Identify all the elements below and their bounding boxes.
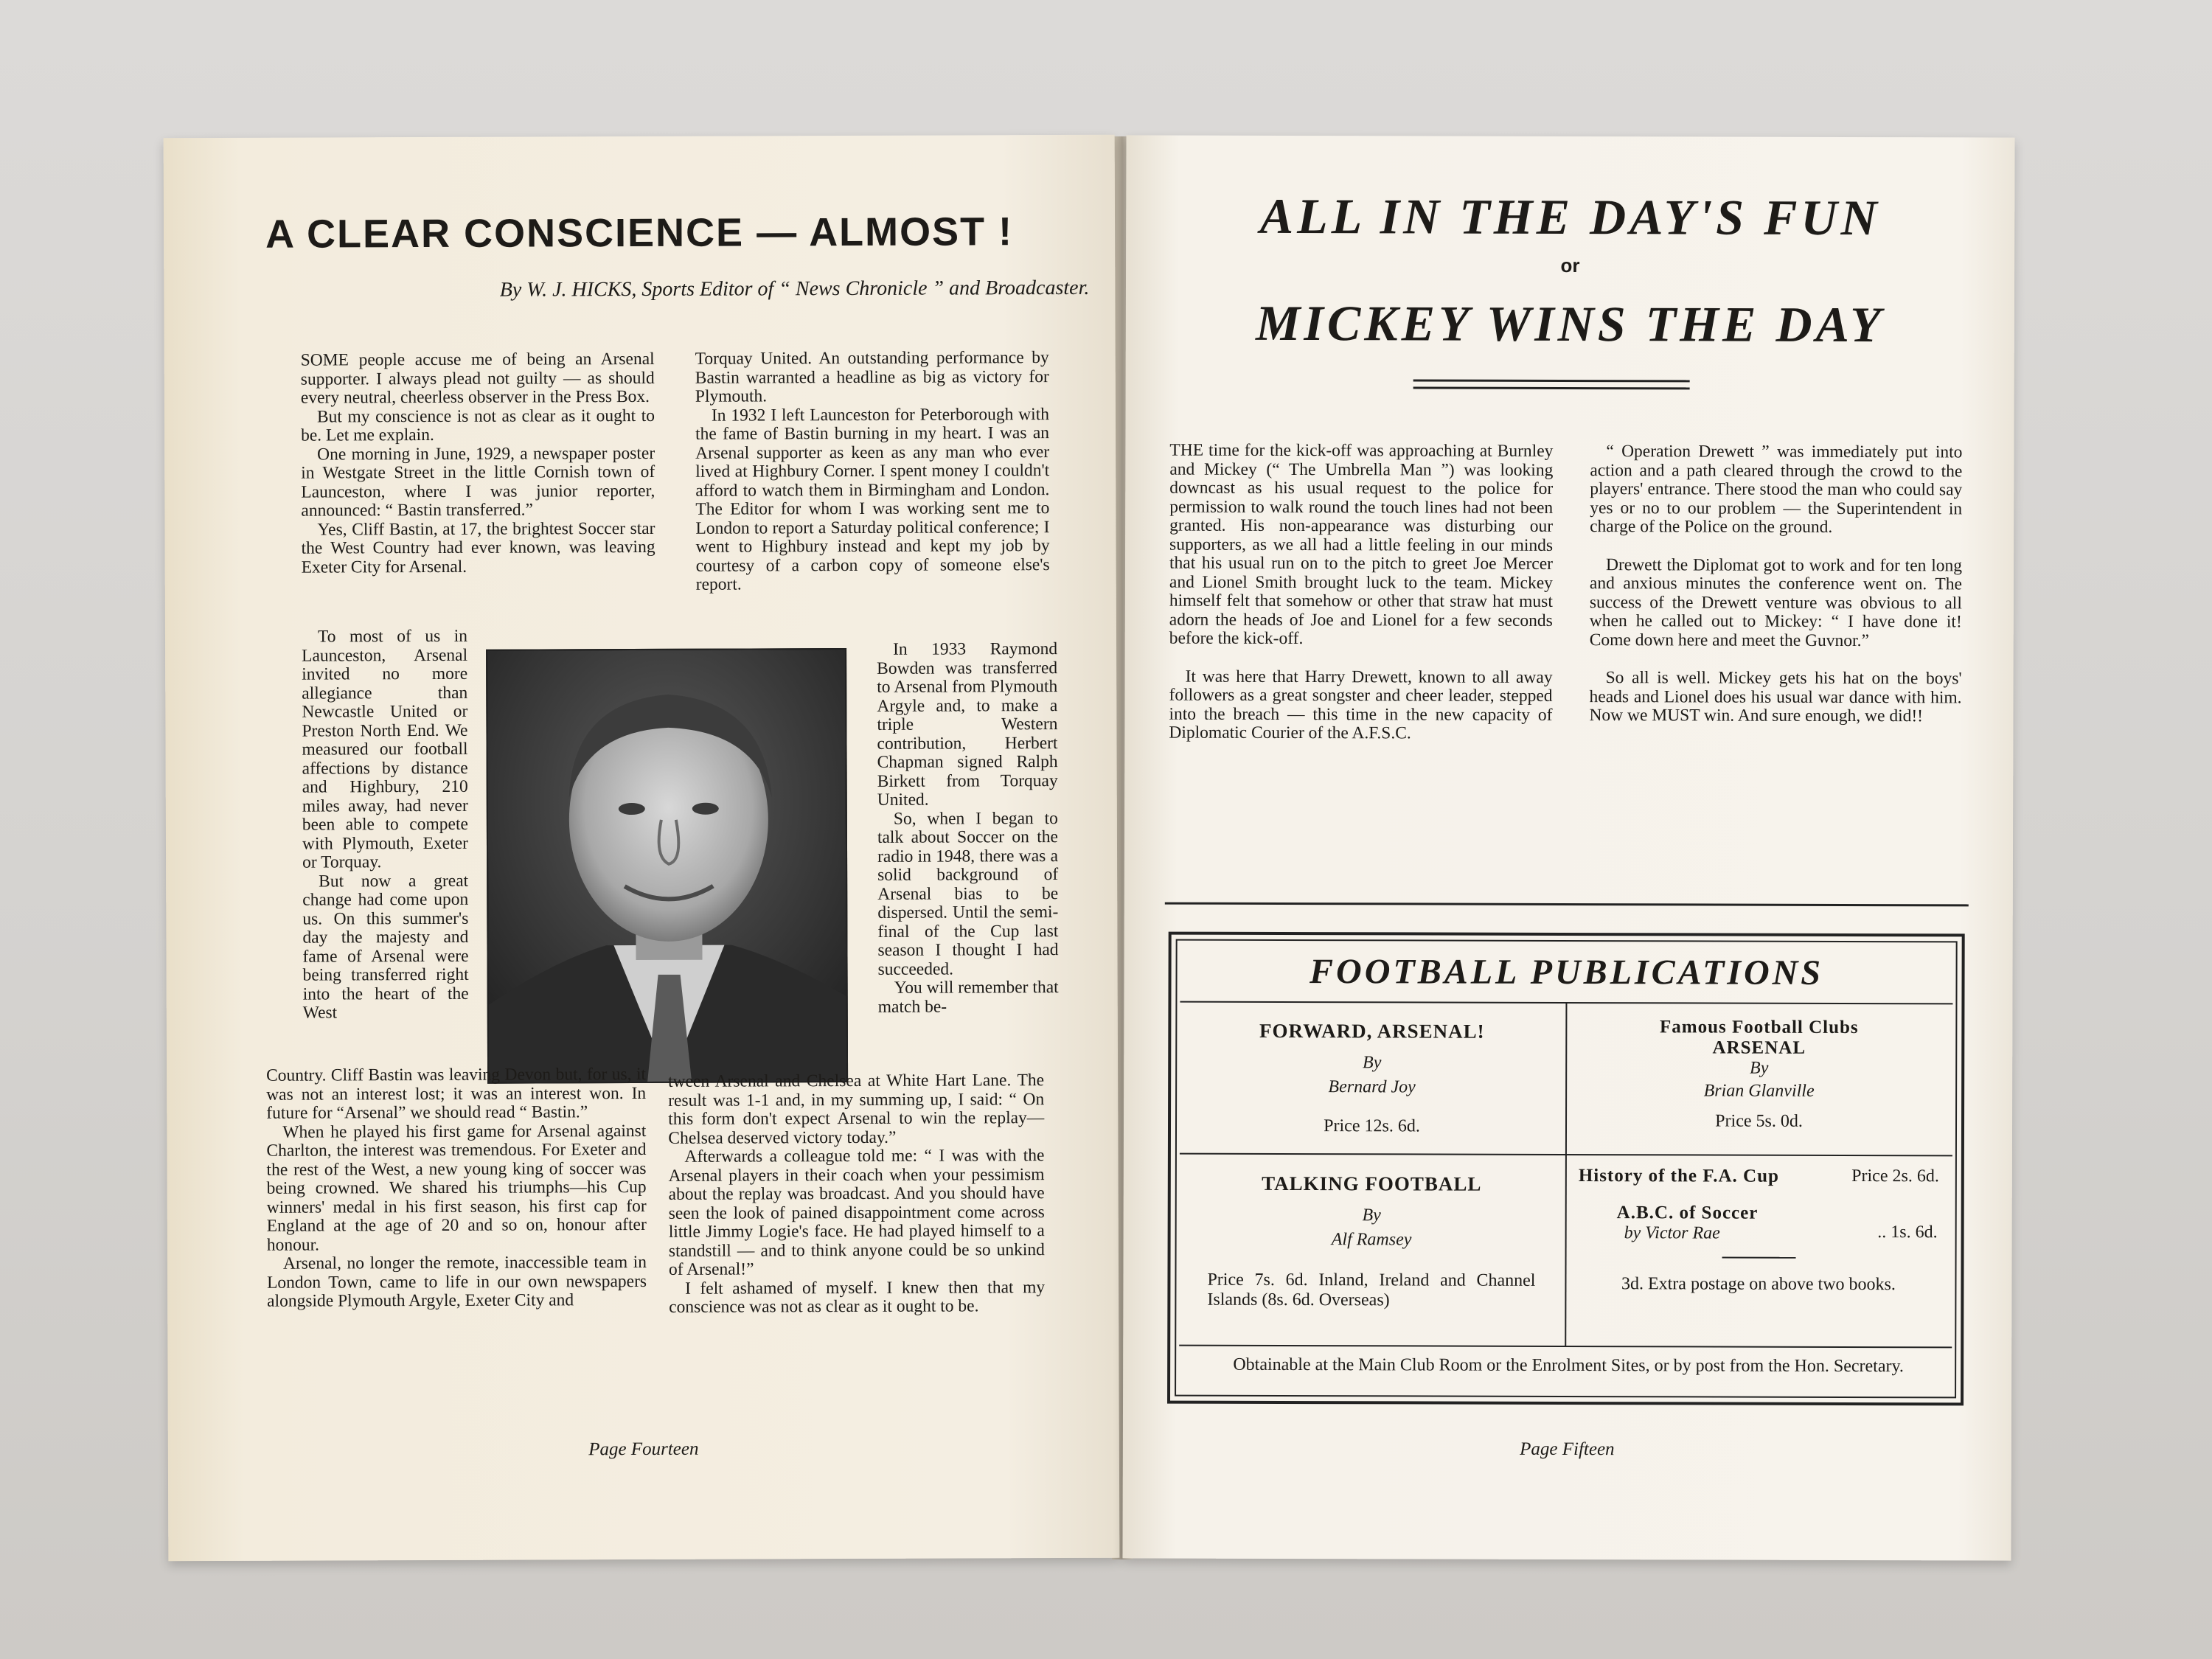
right-column-top: [695, 349, 1050, 594]
publication-by: By: [1362, 1206, 1381, 1225]
story-title-line1: ALL IN THE DAY'S FUN: [1259, 187, 1881, 246]
right-column-bottom: [668, 1071, 1045, 1317]
publication-price: Price 7s. 6d. Inland, Ireland and Channel Islands (8s. 6d. Overseas): [1207, 1270, 1536, 1310]
left-page: [164, 135, 1120, 1561]
paragraph: But now a great change had come upon us. On this summer's day the majesty and fame of Arsenal were being transferred right into the heart of the West: [302, 871, 469, 1023]
paragraph: It was here that Harry Drewett, known to all away followers as a great songster and cheer leader, stepped into the breach — this time in the new capacity of Diplomatic Courier of the A.F.S.C.: [1169, 667, 1553, 743]
portrait-image: [487, 650, 846, 1082]
paragraph: Torquay United. An outstanding performance by Bastin warranted a headline as big as victory for Plymouth.: [695, 348, 1049, 406]
portrait-photo: [486, 648, 848, 1084]
paragraph: Afterwards a colleague told me: “ I was with the Arsenal players in their coach when your pessimism about the replay was broadcast. And you should have seen the look of pained disappointment come across little Jimmy Logie's face. He had played himself to a standstill — and to think anyone could be so unkind of Arsenal!”: [668, 1146, 1045, 1279]
publication-price: Price 5s. 0d.: [1715, 1111, 1803, 1131]
left-column-bottom: [266, 1065, 647, 1311]
paragraph: THE time for the kick-off was approaching at Burnley and Mickey (“ The Umbrella Man ”) was looking downcast as his usual request to the police for permission to walk round the touch lines had not been granted. His non-appearance was disturbing our supporters, as we all had a little feeling in our minds that his usual run on to the pitch to greet Joe Mercer and Lionel Smith brought luck to the team. Mickey himself felt that somehow or other that straw hat must adorn the heads of Joe and Lionel for a few seconds before the kick-off.: [1169, 440, 1554, 649]
publication-by: By: [1750, 1058, 1769, 1078]
publication-author: Bernard Joy: [1328, 1077, 1416, 1097]
publication-talking-football: [1185, 1172, 1557, 1311]
publication-author: Alf Ramsey: [1331, 1230, 1412, 1250]
publication-fa-cup: [1573, 1166, 1945, 1187]
paragraph: Drewett the Diplomat got to work and for ten long and anxious minutes the conference went on. The success of the Drewett venture was obvious to all when he called out to Mickey: “ I have done it! Come down here and meet the Guvnor.”: [1589, 554, 1963, 650]
story-title-or: or: [1560, 254, 1580, 277]
paragraph: In 1933 Raymond Bowden was transferred to Arsenal from Plymouth Argyle and, to make a triple Western contribution, Herbert Chapman signed Ralph Birkett from Torquay United.: [877, 639, 1058, 810]
paragraph: But my conscience is not as clear as it ought to be. Let me explain.: [300, 406, 655, 445]
postage-note: 3d. Extra postage on above two books.: [1621, 1274, 1896, 1295]
publication-subtitle: ARSENAL: [1712, 1037, 1806, 1058]
publication-author: Brian Glanville: [1703, 1081, 1815, 1101]
paragraph: SOME people accuse me of being an Arsenal supporter. I always plead not guilty — as should every neutral, cheerless observer in the Press Box.: [300, 349, 655, 408]
publication-price: Price 2s. 6d.: [1851, 1166, 1939, 1186]
publication-title: TALKING FOOTBALL: [1262, 1172, 1482, 1195]
paragraph: Arsenal, no longer the remote, inaccessible team in London Town, came to life in our own newspapers alongside Plymouth Argyle, Exeter City and: [267, 1252, 647, 1311]
paragraph: Yes, Cliff Bastin, at 17, the brightest Soccer star the West Country had ever known, was leaving Exeter City for Arsenal.: [301, 518, 655, 577]
paragraph: So, when I began to talk about Soccer on the radio in 1948, there was a solid background of Arsenal bias to be dispersed. Until the semi-final of the Cup last season I thought I had succeeded.: [877, 808, 1059, 979]
left-column-narrow: [302, 627, 469, 1023]
publication-by: By: [1363, 1053, 1382, 1073]
publication-price: .. 1s. 6d.: [1877, 1222, 1938, 1242]
publications-title: FOOTBALL PUBLICATIONS: [1310, 952, 1824, 992]
paragraph: In 1932 I left Launceston for Peterborough with the fame of Bastin burning in my heart. I was an Arsenal supporter as keen as any man who ever lived at Highbury Corner. I spent money I couldn't afford to watch them in Birmingham and London. The Editor for whom I was working sent me to London to report a Saturday political conference; I went to Highbury instead and kept my job by courtesy of a carbon copy of someone else's report.: [695, 404, 1050, 594]
story-title-line2: MICKEY WINS THE DAY: [1255, 294, 1885, 353]
paragraph: tween Arsenal and Chelsea at White Hart Lane. The result was 1-1 and, in my summing up, I said: “ On this form don't expect Arsenal to win the replay—Chelsea deserved victory today.”: [668, 1071, 1045, 1148]
title-rule-bottom: [1413, 386, 1690, 389]
publication-title: History of the F.A. Cup: [1578, 1166, 1779, 1186]
publication-famous-clubs: [1573, 1017, 1945, 1132]
publication-title: FORWARD, ARSENAL!: [1259, 1019, 1485, 1043]
publications-box: [1167, 932, 1965, 1406]
publication-author: by Victor Rae: [1624, 1223, 1720, 1243]
paragraph: I felt ashamed of myself. I knew then that my conscience was not as clear as it ought to be.: [669, 1277, 1046, 1317]
right-column-narrow: [877, 640, 1059, 1017]
publication-title: Famous Football Clubs: [1659, 1017, 1859, 1038]
short-rule: [1722, 1257, 1795, 1259]
paragraph: Country. Cliff Bastin was leaving Devon but, for us, it was not an interest lost; it was an interest won. In future for “Arsenal” we should read “ Bastin.”: [266, 1064, 647, 1123]
page-number-left: Page Fourteen: [588, 1439, 699, 1460]
article-byline: By W. J. HICKS, Sports Editor of “ News Chronicle ” and Broadcaster.: [499, 276, 1090, 302]
right-page: [1122, 135, 2014, 1560]
paragraph: “ Operation Drewett ” was immediately put into action and a path cleared through the crowd to the players' entrance. There stood the man who could say yes or no to our problem — the Superintendent in charge of the Police on the ground.: [1590, 442, 1963, 537]
title-rule-top: [1413, 379, 1690, 382]
section-separator: [1165, 902, 1969, 907]
article-title: A CLEAR CONSCIENCE — ALMOST !: [265, 209, 1014, 257]
story-column-right: [1589, 442, 1962, 745]
paragraph: To most of us in Launceston, Arsenal invited no more allegiance than Newcastle United or Preston North End. We measured our football affections by distance and Highbury, 210 miles away, had never been able to compete with Plymouth, Exeter or Torquay.: [302, 626, 469, 872]
paragraph: You will remember that match be-: [877, 978, 1059, 1017]
publications-footer: Obtainable at the Main Club Room or the Enrolment Sites, or by post from the Hon. Secretary.: [1233, 1354, 1904, 1377]
publication-price: Price 12s. 6d.: [1324, 1116, 1420, 1136]
publication-abc-soccer: [1572, 1203, 1944, 1295]
publication-title: A.B.C. of Soccer: [1616, 1203, 1759, 1223]
page-number-right: Page Fifteen: [1520, 1439, 1615, 1460]
publication-forward-arsenal: [1186, 1020, 1558, 1137]
paragraph: When he played his first game for Arsenal against Charlton, the interest was tremendous. For Exeter and the rest of the West, a new young king of soccer was being crowned. We shared his triumphs—his Cup winners' medal in his first season, his first cap for England at the age of 20 and so on, honour after honour.: [266, 1121, 647, 1255]
paragraph: So all is well. Mickey gets his hat on the boys' heads and Lionel does his usual war dance with him. Now we MUST win. And sure enough, we did!!: [1589, 668, 1962, 726]
left-column-top: [301, 350, 655, 577]
paragraph: One morning in June, 1929, a newspaper poster in Westgate Street in the little Cornish town of Launceston, where I was junior reporter, announced: “ Bastin transferred.”: [301, 443, 655, 521]
story-column-left: [1169, 442, 1553, 763]
